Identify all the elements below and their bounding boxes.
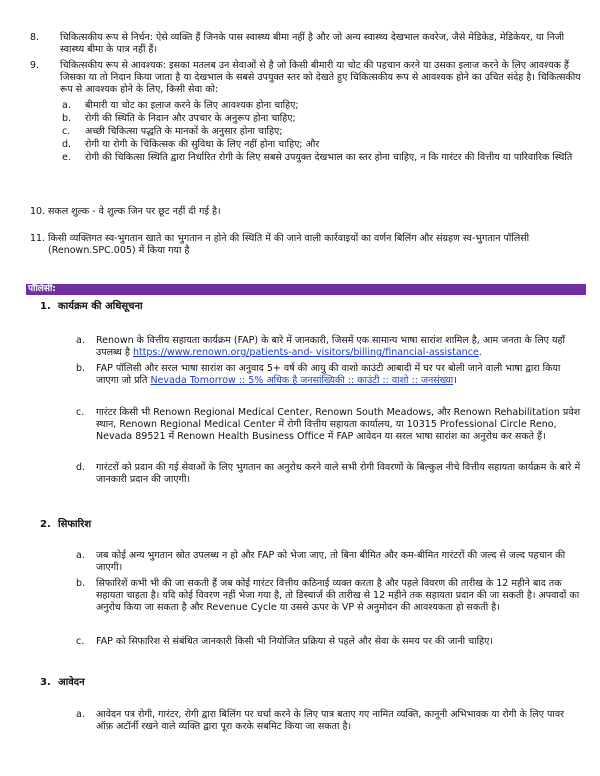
section-3-title: आवेदन [58,677,85,688]
item-9a-label: a. [62,100,71,111]
section-2c-text: FAP को सिफारिश से संबंधित जानकारी किसी भी नियोजित प्रक्रिया से पहले और सेवा के समय पर की जानी चाहिए। [96,636,493,647]
section-2a-text: जब कोई अन्य भुगतान स्रोत उपलब्ध न हो और FAP को भेजा जाए, तो बिना बीमित और कम-बीमित गारंटरों की जल्द से जल्द पहचान की जाएगी। [96,550,566,574]
section-1a-text: Renown के वित्तीय सहायता कार्यक्रम (FAP) के बारे में जानकारी, जिसमें एक सामान्य भाषा सारांश शामिल है, आम जनता के लिए यहाँ उपलब्ध है https://www.renown.org/patients-and- visitors/billing/financial-assistance. [96,335,565,359]
item-9b-label: b. [62,113,72,124]
item-9c-text: अच्छी चिकित्सा पद्धति के मानकों के अनुसार होना चाहिए; [85,126,283,137]
item-9e-text: रोगी की चिकित्सा स्थिति द्वारा निर्धारित रोगी के लिए सबसे उपयुक्त देखभाल का स्तर होना चाहिए, न कि गारंटर की वित्तीय या पारिवारिक स्थिति [85,152,573,163]
item-8-number: 8. [30,32,40,43]
financial-assistance-link[interactable]: https://www.renown.org/patients-and- visitors/billing/financial-assistance [132,347,479,359]
policy-header-bar: पॉलिसी: [26,284,586,295]
item-9a-text: बीमारी या चोट का इलाज करने के लिए आवश्यक होना चाहिए; [85,100,299,111]
item-9d-label: d. [62,139,72,150]
nevada-tomorrow-link[interactable]: Nevada Tomorrow :: 5% अधिक है जनसांख्यिकी :: काउंटी :: वाशो :: जनसंख्या [150,375,454,387]
item-9c-label: c. [62,126,71,137]
item-9-number: 9. [30,60,40,71]
section-2b-text: सिफारिशें कभी भी की जा सकती हैं जब कोई गारंटर वित्तीय कठिनाई व्यक्त करता है और पहले विवरण की तारीख के 12 महीने बाद तक सहायता चाहता है। यदि कोई विवरण नहीं भेजा गया है, तो डिस्चार्ज की तारीख से 12 महीने तक सहायता प्रदान की जा सकती है। अपवादों का अनुरोध किया जा सकता है और Revenue Cycle या उससे ऊपर के VP से अनुमोदन की आवश्यकता हो सकती है। [96,578,580,614]
section-2c-label: c. [76,636,85,647]
item-9b-text: रोगी की स्थिति के निदान और उपचार के अनुरूप होना चाहिए; [85,113,296,124]
item-11-number: 11. [30,233,46,244]
section-1-title: कार्यक्रम की अधिसूचना [58,301,143,312]
section-2-number: 2. [40,519,51,530]
section-1b-text: FAP पॉलिसी और सरल भाषा सारांश का अनुवाद 5+ वर्ष की आयु की वाशो काउंटी आबादी में घर पर बोली जाने वाली भाषा द्वारा किया जाएगा जो प्रति Nevada Tomorrow :: 5% अधिक है जनसांख्यिकी :: काउंटी :: वाशो :: जनसंख्या। [96,363,561,387]
item-9e-label: e. [62,152,71,163]
section-1d-text: गारंटरों को प्रदान की गई सेवाओं के लिए भुगतान का अनुरोध करने वाले सभी रोगी विवरणों के बिल्कुल नीचे वित्तीय सहायता कार्यक्रम के बारे में जानकारी प्रदान की जाएगी। [96,462,581,486]
section-3a-label: a. [76,709,85,720]
item-8-text: चिकित्सकीय रूप से निर्धन: ऐसे व्यक्ति हैं जिनके पास स्वास्थ्य बीमा नहीं है और जो अन्य स्वास्थ्य देखभाल कवरेज, जैसे मेडिकेड, मेडिकेयर, या निजी स्वास्थ्य बीमा के पात्र नहीं हैं। [60,32,565,56]
section-1c-label: c. [76,407,85,418]
section-1c-text: गारंटर किसी भी Renown Regional Medical Center, Renown South Meadows, और Renown Rehabilitation प्रवेश स्थान, Renown Regional Medical Center में रोगी वित्तीय सहायता कार्यालय, या 10315 Professional Circle Reno, Nevada 89521 में Renown Health Business Office में FAP आवेदन या सरल भाषा सारांश का अनुरोध कर सकते हैं। [96,407,581,443]
section-1b-label: b. [76,363,86,374]
section-2-title: सिफारिश [58,519,92,530]
item-10-number: 10. [30,206,46,217]
item-9d-text: रोगी या रोगी के चिकित्सक की सुविधा के लिए नहीं होना चाहिए; और [85,139,320,150]
item-10-text: सकल शुल्क - वे शुल्क जिन पर छूट नहीं दी गई है। [48,206,221,217]
item-9-text: चिकित्सकीय रूप से आवश्यक: इसका मतलब उन सेवाओं से है जो किसी बीमारी या चोट की पहचान करने या उसका इलाज करने के लिए आवश्यक हैं जिसका या तो निदान किया जाता है या देखभाल के सबसे उपयुक्त स्तर को देखते हुए चिकित्सकीय रूप से आवश्यक होने का उचित संदेह है। चिकित्सकीय रूप से आवश्यक होने के लिए, किसी सेवा को: [60,60,581,96]
section-1d-label: d. [76,462,86,473]
section-1-number: 1. [40,301,51,312]
section-2b-label: b. [76,578,86,589]
section-3a-text: आवेदन पत्र रोगी, गारंटर, रोगी द्वारा बिलिंग पर चर्चा करने के लिए पात्र बताए गए नामित व्यक्ति, कानूनी अभिभावक या रोगी के लिए पावर ऑफ़ अटॉर्नी रखने वाले व्यक्ति द्वारा पूरा करके सबमिट किया जा सकता है। [96,709,565,733]
item-11-text: किसी व्यक्तिगत स्व-भुगतान खाते का भुगतान न होने की स्थिति में की जाने वाली कार्रवाइयों का वर्णन बिलिंग और संग्रहण स्व-भुगतान पॉलिसी (Renown.SPC.005) में किया गया है [48,233,530,257]
section-3-number: 3. [40,677,51,688]
section-2a-label: a. [76,550,85,561]
section-1a-label: a. [76,335,85,346]
